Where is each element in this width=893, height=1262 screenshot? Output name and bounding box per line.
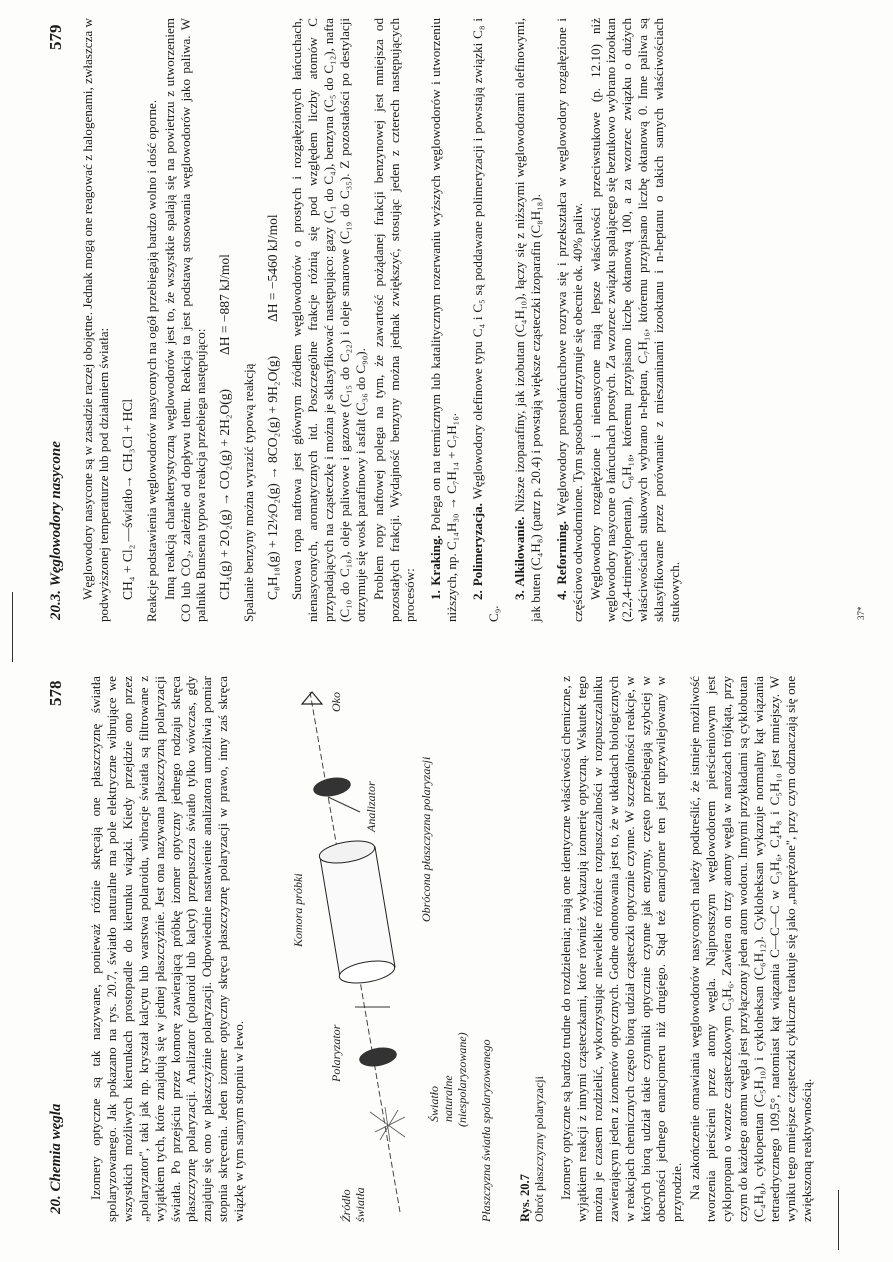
paragraph: Węglowodory rozgałęzione i nienasycone mają lepsze właściwości przeciwstukowe (p. 12.10) niż węglowodory nasycone o łańcuchach prostych. Za wzorzec związku spalającego się beztukowo wybrano izooktan (2,2,4-trimetylopentan), C₈H₁₈, któremu przypisano liczbę oktanową 100, a za wzorzec związku o dużych właściwościach stukowych wybrano n-heptan, C₇H₁₆, któremu przypisano liczbę oktanową 0. Inne paliwa są sklasyfikowane przez porównanie z mieszaninami izooktanu i n-heptanu o takich samych właściwościach stukowych.	[587, 18, 683, 622]
label-natural-2: naturalne	[441, 1075, 455, 1122]
list-item-text: Polega on na termicznym lub katalitycznym rozerwaniu wyższych węglowodorów i utworzeniu niższych, np. C₁₄H₃₀ → C₇H₁₄ + C₇H₁₆.	[428, 18, 460, 622]
footnote-mark: 37*	[856, 606, 866, 620]
label-sample: Komora próbki	[291, 873, 305, 947]
scan-rule-left	[838, 1190, 839, 1250]
paragraph: Izomery optyczne są bardzo trudne do rozdzielenia; mają one identyczne właściwości chemiczne, z wyjątkiem reakcji z innymi cząsteczkami, które również wykazują izomerię optyczną. Wskutek tego można je czasem rozdzielić, wykorzystując niewielkie różnice rozpuszczalności w rozpuszczalniku zawierającym jeden z izomerów optycznych. Godne odnotowania jest to, że w układach biologicznych w reakcjach chemicznych często biorą udział cząsteczki optycznie czynne. W szczególności reakcje, w których biorą udział takie czynniki optycznie czynne jak enzymy, często przebiegają szybciej w obecności jednego enancjomeru niż drugiego. Stąd też enancjomer ten jest uprzywilejowany w przyrodzie.	[558, 676, 685, 1222]
label-rotated: Obrócona płaszczyzna polaryzacji	[419, 756, 433, 922]
label-source-2: światła	[353, 1187, 367, 1222]
label-source: Źródło	[339, 1189, 353, 1222]
caption-label: Rys. 20.7	[518, 1174, 532, 1222]
polarizer-disk	[358, 1045, 399, 1069]
caption-text: Obrót płaszczyzny polaryzacji	[532, 1076, 546, 1222]
polarization-arrow-2	[328, 797, 360, 812]
paragraph: Węglowodory nasycone są w zasadzie raczej obojętne. Jednak mogą one reagować z halogenami, zwłaszcza w podwyższonej temperaturze lub pod działaniem światła:	[80, 18, 111, 622]
equation-2-formula: CH₄(g) + 2O₂(g) → CO₂(g) + 2H₂O(g)	[217, 388, 233, 600]
list-item-1	[428, 18, 460, 622]
running-head: 20. Chemia węgla	[48, 1103, 64, 1214]
analyzer-disk	[312, 775, 353, 799]
list-item-head: 2. Polimeryzacja.	[470, 503, 486, 600]
list-item-3	[512, 18, 544, 622]
paragraph: Problem ropy naftowej polega na tym, że zawartość pożądanej frakcji benzynowej jest mniejsza od pozostałych frakcji. Wydajność benzyny można jednak zwiększyć, stosując jeden z czterech następujących procesów:	[370, 18, 418, 622]
list-item-text: Węglowodory olefinowe typu C₄ i C₅ są poddawane polimeryzacji i powstają związki C₈ i C₉.	[470, 18, 502, 622]
list-item-2	[470, 18, 502, 622]
list-item-head: 1. Kraking.	[428, 535, 444, 600]
polarization-figure	[240, 672, 510, 1232]
paragraph: Surowa ropa naftowa jest głównym źródłem węglowodorów o prostych i rozgałęzionych łańcuchach, nienasyconych, aromatycznych itd. Poszczególne frakcje różnią się pod względem liczby atomów C przypadających na cząsteczkę i można je sklasyfikować następująco: gazy (C₁ do C₄), benzyna (C₅ do C₁₂), nafta (C₁₀ do C₁₆), oleje paliwowe i gazowe (C₁₅ do C₂₂) i oleje smarowe (C₁₉ do C₃₅). Z pozostałości po destylacji otrzymuje się wosk parafinowy i asfalt (C₃₆ do C₉₀).	[289, 18, 368, 622]
equation-1: CH₄ + Cl₂ —światło→ CH₃Cl + HCl	[119, 398, 135, 600]
equation-2-enthalpy: ΔH = −887 kJ/mol	[217, 254, 233, 355]
equation-3	[265, 18, 281, 600]
list-item-head: 4. Reforming.	[553, 521, 569, 600]
text-block	[80, 18, 685, 622]
paragraph: Izomery optyczne są tak nazywane, ponieważ różnie skręcają one płaszczyznę światła spolaryzowanego. Jak pokazano na rys. 20.7, światło naturalne ma pole elektryczne wibrujące we wszystkich możliwych kierunkach prostopadle do kierunku wiązki. Kiedy przejdzie ono przez „polaryzator", taki jak np. kryształ kalcytu lub warstwa polaroidu, wibracje światła są filtrowane z wyjątkiem tych, które znajdują się w jednej płaszczyźnie. Jest ona nazywana płaszczyzną polaryzacji światła. Po przejściu przez komorę zawierającą próbkę izomer optyczny jednego rodzaju skręca płaszczyznę polaryzacji. Analizator (polaroid lub kalcyt) przepuszcza światło tylko wówczas, gdy znajduje się ono w płaszczyźnie polaryzacji. Odpowiednie nastawienie analizatora umożliwia pomiar stopnia skręcenia. Jeden izomer optyczny skręca płaszczyznę polaryzacji w prawo, inny zaś skręca wiązkę w tym samym stopniu w lewo.	[88, 676, 247, 1222]
running-head: 20.3. Węglowodory nasycone	[48, 441, 64, 620]
page-number: 578	[46, 680, 65, 706]
list-item-head: 3. Alkilowanie.	[511, 516, 527, 600]
sample-chamber	[318, 837, 397, 986]
scan-rule-center	[12, 592, 13, 662]
equation-2	[217, 18, 233, 600]
paragraph: Na zakończenie omawiania węglowodorów nasyconych należy podkreślić, że istnieje możliwość tworzenia pierścieni przez atomy węgla. Najprostszym węglowodorem pierścieniowym jest cyklopropan o wzorze cząsteczkowym C₃H₆. Zawiera on trzy atomy węgla w narożach trójkąta, przy czym do każdego atomu węgla jest przyłączony jeden atom wodoru. Innymi przykładami są cyklobutan (C₄H₈), cyklopentan (C₅H₁₀) i cykloheksan (C₆H₁₂). Cykloheksan wykazuje normalny kąt wiązania tetraedrycznego 109,5°, natomiast kąt wiązania C—C—C w C₃H₆, C₄H₈ i C₅H₁₀ jest mniejszy. W wyniku tego mniejsze cząsteczki cykliczne traktuje się jako „naprężone", przy czym odznaczają się one zwiększoną reaktywnością.	[687, 676, 814, 1222]
label-analyzer: Analizator	[364, 781, 378, 832]
label-plane: Płaszczyzna światła spolaryzowanego	[479, 1039, 493, 1222]
equation-3-formula: C₈H₁₈(g) + 12½O₂(g) → 8CO₂(g) + 9H₂O(g)	[265, 355, 281, 600]
list-item-text: Niższe izoparafiny, jak izobutan (C₄H₁₀), łączy się z niższymi węglowodorami olefinowymi, jak buten (C₄H₈) (patrz p. 20.4) i powstają większe cząsteczki izoparafin (C₈H₁₈).	[511, 17, 543, 622]
equation-3-enthalpy: ΔH = −5460 kJ/mol	[265, 214, 281, 322]
label-natural-1: Światło	[427, 1085, 441, 1122]
label-eye: Oko	[329, 692, 343, 712]
unpolarized-rays	[370, 1107, 405, 1142]
page-number: 579	[46, 24, 65, 50]
text-block-1	[88, 676, 249, 1222]
paragraph: Reakcje podstawienia węglowodorów nasyconych na ogół przebiegają bardzo wolno i dość oporne.	[143, 99, 159, 622]
label-polarizer: Polaryzator	[329, 1024, 343, 1082]
label-natural-3: (niespolaryzowane)	[455, 1032, 469, 1127]
left-page	[0, 646, 893, 1262]
text-block-2	[558, 676, 817, 1222]
figure-caption	[518, 682, 546, 1222]
list-item-4	[554, 18, 586, 622]
paragraph: Inną reakcją charakterystyczną węglowodorów jest to, że wszystkie spalają się na powietrzu z utworzeniem CO lub CO₂, zależnie od dopływu tlenu. Reakcja ta jest podstawą stosowania węglowodorów jako paliwa. W palniku Bunsena typowa reakcja przebiega następująco:	[161, 18, 209, 622]
list-item-text: Węglowodory prostołańcuchowe rozrywa się i przekształca w węglowodory rozgałęzione i częściowo odwodornione. Tym sposobem otrzymuje się obecnie ok. 40% paliw.	[553, 18, 585, 622]
paragraph: Spalanie benzyny można wyrazić typową reakcją	[241, 363, 257, 622]
